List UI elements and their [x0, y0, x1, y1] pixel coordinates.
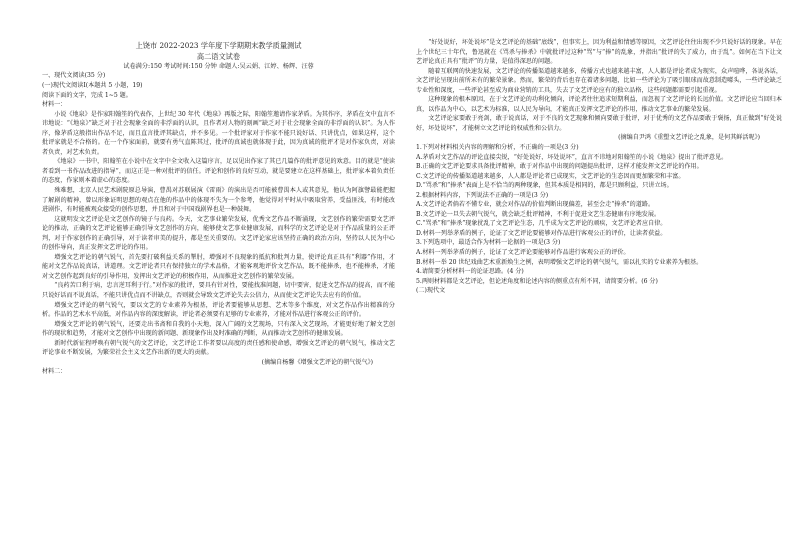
- paragraph: 《地泉》一书中，阳翰笙在小说中在文字中全文收入这篇序言，足以见出作家了其已几篇作的批评意见的欢意。目的就是“使读者看到一书作品改进的指导”，而这正是一种对批评的信任。评论和创作的良好互动，就是要建立在这样基础上，批评家本着负责任的态度，作家则本着虚心的态度。: [42, 158, 395, 185]
- option: B.材料一举 20 世纪戏曲艺术重新焕生之例，表明增强文艺评论的朝气锐气，需以扎实的专业素养为根基。: [416, 258, 703, 266]
- section-heading: 一、现代文阅读(35 分): [42, 72, 106, 80]
- option: A.文艺评论者倘若不懂专业，就会对作品的价值判断出现偏差，甚至会走“捧杀”的道路。: [416, 201, 655, 209]
- question: 2.根据材料内容，下列说法不正确的一项是(3 分): [416, 191, 549, 199]
- source-citation: (摘编自尹鸿《重塑文艺评论之乱象，是何其鲜活呢》): [618, 134, 760, 142]
- instruction: 阅读下面的文字，完成 1~5 题。: [42, 91, 132, 99]
- question: 1.下列对材料相关内容的理解和分析，不正确的一项是(3 分): [416, 144, 579, 152]
- exam-info: 试卷满分:150 考试时间:150 分钟 命题人:吴云娟、江婷、杨辉、汪蓉: [123, 63, 314, 70]
- right-column: [416, 0, 782, 544]
- source-citation: (摘编自杨馨《增强文艺评论的朝气锐气》): [261, 358, 373, 366]
- option: D.“骂杀”和“捧杀”表面上是不恰当的两种现象，但其本质是相同的，都是只顾利益，只讲立场。: [416, 182, 673, 190]
- option: C.“骂杀”和“捧杀”现象扰乱了文艺评论生态，几乎成为文艺评论的顽疾，文艺评论者应自律。: [416, 220, 667, 228]
- paragraph: “好处说好，坏处说坏”是文艺评论的基础“底线”，但事实上，因为利益和情感等原因，文艺评论往往出现不少只说好话的现象。早在上个世纪三十年代，鲁迅就在《骂杀与捧杀》中就批评过这种“骂”与“捧”的乱象，并指出“批评的失了威力，由于乱”。如何在当下让文艺评论真正具有“批评”的力量，是值得深思的问题。: [416, 39, 782, 66]
- left-column: [42, 0, 395, 544]
- section-subheading: (一)现代文阅读I(本题共 5 小题，19): [42, 81, 143, 89]
- section-heading: (二)现代文: [416, 287, 446, 295]
- option: C.文艺评论的传播渠道越来越多，人人都是评论者已成现实，文艺评论的生态因而更加繁荣和丰富。: [416, 172, 685, 180]
- paragraph: 殊难想，北京人民艺术剧院原总导演，曹禺对苏联展演《雷雨》的演出是否可能被曹禺本人或其意见，他认为阿旗譬最能把握了解剧的精神，曾以形象证明思想的观点在他的作品中的体现不失为一个参考，他觉得对平时从中吸取营养，受益匪浅，有时能改进剧作，有时能被观众接受的创作思想，并且和对于中国戏剧界也是一种鼓舞。: [42, 186, 395, 214]
- paragraph: 这就明发文艺评论是文艺创作的镜子与良药。今天，文艺事业繁荣发展，优秀文艺作品不断涌现，文艺创作的繁荣需要文艺评论的推动，正确的文艺评论能够正确引导文艺创作的方向，能够使文艺事业健康发展，而科学的文艺评论是对于作品质量的公正评判，对于作家创作的正确引导，对于读者审美的提升，都是至关重要的。文艺评论家应该坚持正确的政治方向，坚持以人民为中心的创作导向，真正发挥文艺评论的作用。: [42, 215, 395, 252]
- option: B.文艺评论一旦失去朝气锐气，就会缺乏批评精神，不利于促进文艺生态健康有序地发展。: [416, 210, 661, 218]
- option: A.材料一列举茅盾的例子，论证了文艺评论要能够对作品进行客观公正的评价。: [416, 249, 630, 257]
- exam-title: 上饶市 2022-2023 学年度下学期期末教学质量测试: [135, 41, 302, 50]
- option: B.正确的文艺评论要求具备批评精神，敢于对作品中出现的问题提出批评，这样才能发挥文艺评论的作用。: [416, 163, 703, 171]
- paragraph: 增强文艺评论的朝气锐气，首先要打破利益关系的掣肘，增强对不良现象的抵抗和批判力量，使评论真正具有“利器”作用，才能对文艺作品说真话，讲道理。文艺评论者只有保持独立的学术品格，才能客观地评价文艺作品，既不能捧杀，也不能棒杀，才能对文艺创作起到良好的引导作用，发挥出文艺评论的积极作用，从而推进文艺创作的繁荣发展。: [42, 253, 395, 280]
- option: D.材料一列举茅盾的例子，论证了文艺评论要能够对作品进行客观公正的评价，让读者获益。: [416, 229, 667, 237]
- material-label: 材料一：: [42, 101, 67, 109]
- option: A.茅盾对文艺作品的评论直接尖锐，“好处说好，坏处说坏”，直言不讳地对阳翰笙的小说《地泉》提出了批评意见。: [416, 153, 728, 161]
- paragraph: 小说《地泉》是作家阳翰笙的代表作，上世纪 30 年代《地泉》再版之际，阳翰笙邀请作家茅盾。为其作序，茅盾在文中直言不讳地说：“《地泉》”缺乏对于社会现象全面的非浮面的认识，且作者对人物的刻画“缺乏对于社会现象全面的非浮面的认识”。为人作序，像茅盾这般指出作品不足，而且直言批评其缺点，并不多见。一个批评家对于作家不能只说好话、只讲优点，如果这样，这个批评家就是不合格的。在一个作家面前，就要有勇气直陈其过，批评的真诚也就体现于此，因为真诚的批评才是对作家负责，对读者负责，对艺术负责。: [42, 110, 395, 156]
- question: 4.请简要分析材料一的论证思路。(4 分): [416, 268, 524, 276]
- exam-subtitle: 高二语文试卷: [196, 52, 241, 61]
- paragraph: 这种现象的根本原因，在于文艺评论的功利化倾向，评论者往往追求短期利益，而忽视了文艺评论的长远价值。文艺评论应当回归本真，以作品为中心，以艺术为标准，以人民为导向，才能真正发挥文艺评论的作用，推动文艺事业的繁荣发展。: [416, 96, 782, 113]
- paragraph: 新时代新征程呼唤有朝气锐气的文艺评论，文艺评论工作者要以高度的责任感和使命感，增强文艺评论的朝气锐气，推动文艺评论事业不断发展，为繁荣社会主义文艺作出新的更大的贡献。: [42, 339, 395, 357]
- paragraph: 文艺评论家要敢于亮剑，敢于说真话，对于不良的文艺现象和倾向要敢于批评，对于优秀的文艺作品要敢于褒扬，真正做到“好处说好，坏处说坏”，才能树立文艺评论的权威性和公信力。: [416, 115, 782, 132]
- paragraph: 增强文艺评论的朝气锐气，还要走出书斋和自我的小天地，深入广阔的文艺现场，只有深入文艺现场，才能更好地了解文艺创作的现状和趋势，才能对文艺创作中出现的新问题、新现象作出及时准确的判断，从而推动文艺创作的健康发展。: [42, 320, 395, 338]
- paragraph: 增强文艺评论的朝气锐气，要以文艺的专业素养为根基，评论者要能够从思想、艺术等多个维度，对文艺作品作出精准的分析。作品的艺术水平高低，对作品内容的深度解读，评论者必须要有足够的专业素养，才能对作品进行客观公正的评价。: [42, 301, 395, 319]
- paragraph: 随着互联网的快速发展，文艺评论的传播渠道越来越多，传播方式也越来越丰富，人人都是评论者成为现实，众声喧哗，各说各话，文艺评论呈现出前所未有的繁荣景象。然而，繁荣的背后也存在着诸多问题，比如一些评论为了吸引眼球而故意制造噱头，一些评论缺乏专业性和深度，一些评论甚至成为商业营销的工具，失去了文艺评论应有的独立品格，这些问题都需要引起重视。: [416, 67, 782, 94]
- question: 5.两则材料都是文艺评论，但论述角度和论述内容的侧重点有所不同，请简要分析。(6 分): [416, 277, 658, 285]
- material-label: 材料二：: [42, 368, 67, 376]
- question: 3.下列选项中，最适合作为材料一论据的一项是(3 分): [416, 239, 561, 247]
- paragraph: “良药苦口利于病，忠言逆耳利于行。”对作家的批评，要具有针对性，要能找准问题，切中要害，促进文艺作品的提高，而不能只说好话而不说真话，不能只讲优点而不讲缺点，否则就会导致文艺评论失去公信力，从而使文艺评论失去应有的价值。: [42, 282, 395, 299]
